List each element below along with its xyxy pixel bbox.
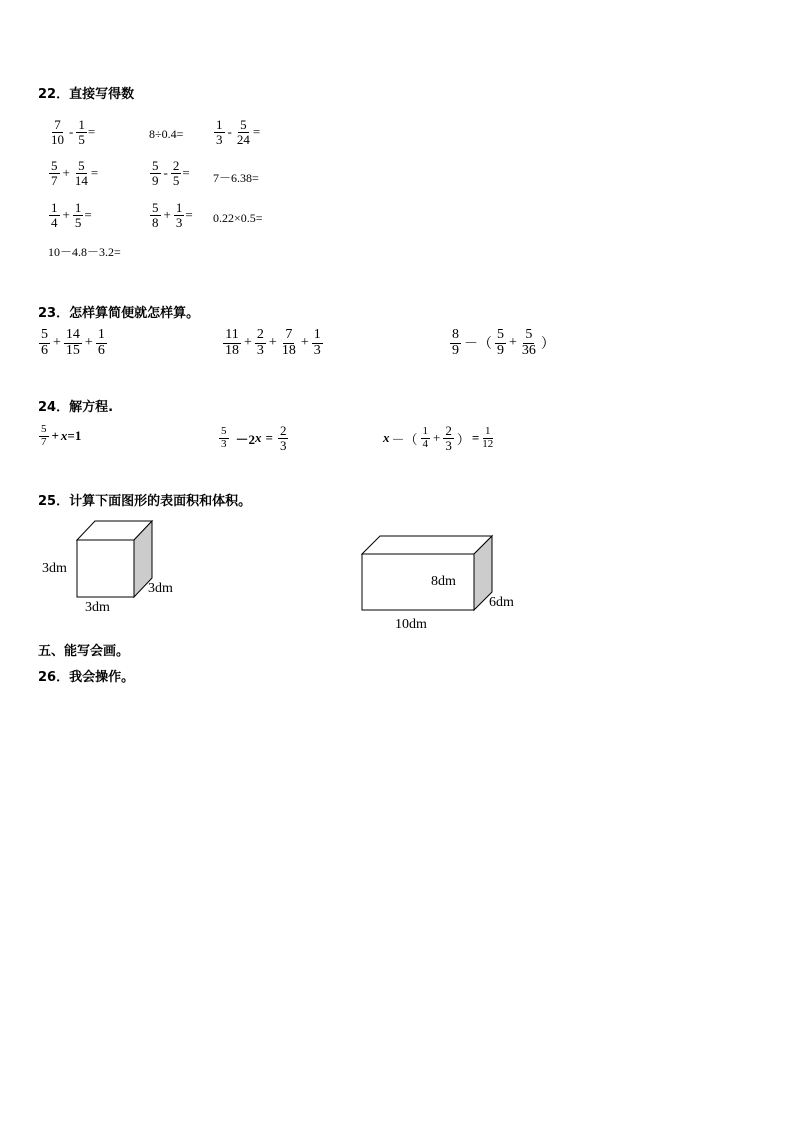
fraction: $\frac{11}{18}$ [225, 327, 239, 358]
fraction: $\frac{2}{3}$ [256, 327, 264, 358]
q22-heading: 22．直接写得数 [38, 87, 135, 102]
fraction: $\frac{1}{3}$ [216, 117, 223, 147]
q24-heading: 24．解方程. [38, 400, 114, 415]
q24-equation-3: x －（ $\frac{1}{4}$ + $\frac{2}{3}$ ） = $\frac{1}{12}$ [383, 423, 494, 453]
fraction: $\frac{5}{9}$ [497, 327, 504, 358]
fraction: $\frac{1}{12}$ [482, 425, 494, 450]
q23-expression-1: $\frac{5}{6}$ + $\frac{14}{15}$ + $\frac{1}{6}$ [41, 327, 105, 358]
fraction: $\frac{5}{3}$ [221, 425, 227, 450]
fraction: $\frac{5}{7}$ [41, 423, 47, 448]
fraction: $\frac{5}{14}$ [74, 158, 88, 188]
fraction: $\frac{2}{5}$ [172, 158, 180, 188]
q22-item-10: 10－4.8－3.2= [48, 245, 121, 259]
fraction: $\frac{1}{6}$ [97, 327, 105, 358]
fraction: $\frac{7}{18}$ [281, 327, 296, 358]
cube-front-face [77, 540, 134, 597]
box-length-label: 10dm [395, 617, 427, 632]
fraction: $\frac{1}{5}$ [78, 117, 85, 147]
box-height-label: 8dm [431, 574, 456, 589]
fraction: $\frac{7}{10}$ [51, 117, 64, 147]
q24-equation-2: $\frac{5}{3}$ －2 x = $\frac{2}{3}$ [221, 423, 287, 453]
q22-item-8: $\frac{5}{8}$ + $\frac{1}{3}$ = [152, 200, 193, 230]
section5-heading: 五、能写会画。 [38, 644, 130, 659]
fraction: $\frac{5}{8}$ [152, 200, 159, 230]
cube-bottom-label: 3dm [85, 600, 110, 615]
q22-item-6: 7－6.38= [213, 171, 259, 185]
q25-heading: 25．计算下面图形的表面积和体积。 [38, 494, 252, 509]
fraction: $\frac{1}{4}$ [51, 200, 58, 230]
fraction: $\frac{2}{3}$ [445, 423, 452, 453]
q22-item-1: $\frac{7}{10}$ - $\frac{1}{5}$ = [51, 117, 96, 147]
box-figure [362, 536, 492, 610]
fraction: $\frac{1}{5}$ [74, 200, 82, 230]
q24-equation-1: $\frac{5}{7}$ + x =1 [41, 423, 82, 448]
cube-left-label: 3dm [42, 561, 67, 576]
fraction: $\frac{14}{15}$ [65, 327, 80, 358]
fraction: $\frac{1}{3}$ [313, 327, 321, 358]
q23-expression-2: $\frac{11}{18}$ + $\frac{2}{3}$ + $\frac{7}{18}$ + $\frac{1}{3}$ [225, 327, 321, 358]
cube-figure [77, 521, 152, 597]
cube-depth-label: 3dm [148, 581, 173, 596]
q22-item-5: $\frac{5}{9}$ - $\frac{2}{5}$ = [152, 158, 190, 188]
q22-item-4: $\frac{5}{7}$ + $\frac{5}{14}$ = [51, 158, 99, 188]
q22-item-3: $\frac{1}{3}$ - $\frac{5}{24}$ = [216, 117, 261, 147]
q23-heading: 23．怎样算简便就怎样算。 [38, 306, 200, 321]
q22-item-9: 0.22×0.5= [213, 211, 263, 225]
fraction: $\frac{1}{4}$ [422, 425, 429, 450]
fraction: $\frac{5}{24}$ [236, 117, 250, 147]
fraction: $\frac{8}{9}$ [452, 327, 459, 358]
q22-item-7: $\frac{1}{4}$ + $\frac{1}{5}$ = [51, 200, 92, 230]
box-front-face [362, 554, 474, 610]
fraction: $\frac{5}{6}$ [41, 327, 48, 358]
fraction: $\frac{1}{3}$ [175, 200, 183, 230]
q22-item-2: 8÷0.4= [149, 127, 184, 141]
q26-heading: 26．我会操作。 [38, 670, 135, 685]
fraction: $\frac{5}{36}$ [521, 327, 536, 358]
fraction: $\frac{5}{7}$ [51, 158, 58, 188]
box-depth-label: 6dm [489, 595, 514, 610]
fraction: $\frac{5}{9}$ [152, 158, 159, 188]
fraction: $\frac{2}{3}$ [279, 423, 287, 453]
box-top-face [362, 536, 492, 554]
q23-expression-3: $\frac{8}{9}$ －（ $\frac{5}{9}$ + $\frac{5}{36}$ ） [452, 327, 555, 358]
